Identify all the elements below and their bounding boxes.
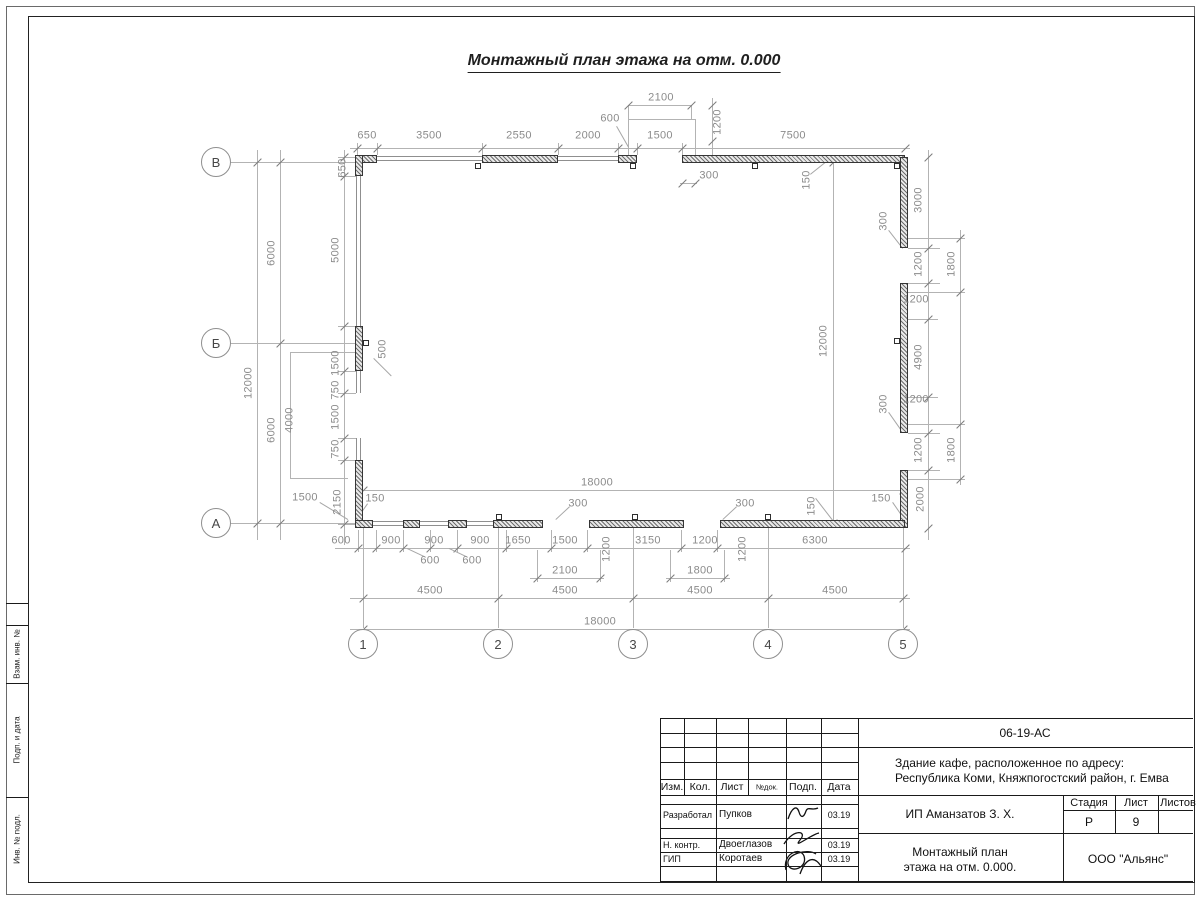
dimension-label: 650 xyxy=(336,158,349,178)
dimension-label: 4500 xyxy=(552,584,578,597)
dimension-label: 1500 xyxy=(292,491,318,504)
role-ncontrol: Н. контр. xyxy=(663,840,701,850)
title-block-line xyxy=(716,718,717,881)
axis-col-bubble: 5 xyxy=(888,629,918,659)
page-title: Монтажный план этажа на отм. 0.000 xyxy=(468,52,781,73)
name-gip: Коротаев xyxy=(719,853,763,864)
col-izm: Изм. xyxy=(660,781,684,793)
title-block-line xyxy=(858,718,859,881)
dimension-label: 4500 xyxy=(687,584,713,597)
dimension-label: 1200 xyxy=(903,393,929,406)
role-gip: ГИП xyxy=(663,854,681,864)
sheets-label: Листов xyxy=(1160,797,1196,809)
col-list: Лист xyxy=(720,781,744,793)
axis-row-bubble: В xyxy=(201,147,231,177)
dimension-label: 600 xyxy=(331,534,351,547)
dimension-label: 1500 xyxy=(552,534,578,547)
name-developer: Пупков xyxy=(719,809,752,820)
title-block-line xyxy=(748,718,749,795)
dimension-label: 2000 xyxy=(914,486,927,512)
company-name: ООО "Альянс" xyxy=(1087,852,1169,866)
dimension-label: 500 xyxy=(376,339,389,359)
dimension-label: 1500 xyxy=(647,129,673,142)
dimension-label: 4000 xyxy=(283,407,296,433)
title-block-line xyxy=(1158,795,1159,833)
col-kol: Кол. xyxy=(689,781,711,793)
dimension-label: 3000 xyxy=(912,187,925,213)
dimension-label: 900 xyxy=(381,534,401,547)
dimension-label: 1200 xyxy=(600,536,613,562)
dimension-label: 1800 xyxy=(945,437,958,463)
title-block-line xyxy=(6,683,28,684)
frame-side-label: Инв. № подл. xyxy=(12,814,22,864)
dimension-label: 150 xyxy=(365,492,385,505)
dimension-label: 750 xyxy=(329,439,342,459)
title-block-line xyxy=(858,833,1193,834)
frame-side-label: Взам. инв. № xyxy=(12,629,22,679)
col-data: Дата xyxy=(827,781,851,793)
title-block-line xyxy=(660,852,858,853)
dimension-label: 1200 xyxy=(692,534,718,547)
dimension-label: 600 xyxy=(420,554,440,567)
dimension-label: 18000 xyxy=(583,615,617,628)
col-podp: Подп. xyxy=(789,781,817,793)
title-block-line xyxy=(858,747,1193,748)
dimension-label: 900 xyxy=(470,534,490,547)
dimension-label: 1200 xyxy=(736,536,749,562)
dimension-label: 300 xyxy=(877,394,890,414)
title-block-line xyxy=(1115,795,1116,833)
axis-col-bubble: 1 xyxy=(348,629,378,659)
title-block-line xyxy=(6,603,28,604)
drawing-title-line2: этажа на отм. 0.000. xyxy=(903,860,1017,874)
title-block-line xyxy=(821,718,822,881)
dimension-label: 3150 xyxy=(635,534,661,547)
dimension-label: 6300 xyxy=(802,534,828,547)
title-block-line xyxy=(660,718,661,881)
title-block-line xyxy=(6,625,28,626)
dimension-label: 600 xyxy=(600,112,620,125)
dimension-label: 12000 xyxy=(817,324,830,358)
dimension-label: 2100 xyxy=(648,91,674,104)
dimension-label: 300 xyxy=(699,169,719,182)
dimension-label: 1500 xyxy=(329,350,342,376)
title-block-line xyxy=(660,881,1193,882)
dimension-label: 1800 xyxy=(945,251,958,277)
dimension-label: 650 xyxy=(357,129,377,142)
sheet-label: Лист xyxy=(1124,797,1148,809)
dimension-label: 2550 xyxy=(506,129,532,142)
dimension-label: 1200 xyxy=(912,437,925,463)
role-developer: Разработал xyxy=(663,810,712,820)
dimension-label: 12000 xyxy=(242,366,255,400)
dimension-label: 750 xyxy=(329,380,342,400)
drawing-title-line1: Монтажный план xyxy=(912,845,1008,859)
title-block-line xyxy=(6,797,28,798)
title-block-line xyxy=(660,795,1193,796)
dimension-label: 1200 xyxy=(912,251,925,277)
name-ncontrol: Двоеглазов xyxy=(719,839,773,850)
title-block-line xyxy=(684,718,685,795)
dimension-label: 18000 xyxy=(580,476,614,489)
dimension-label: 4900 xyxy=(912,344,925,370)
title-block-line xyxy=(660,718,1193,719)
dimension-label: 900 xyxy=(424,534,444,547)
date-developer: 03.19 xyxy=(827,810,851,820)
dimension-label: 1650 xyxy=(505,534,531,547)
axis-col-bubble: 2 xyxy=(483,629,513,659)
dimension-label: 4500 xyxy=(822,584,848,597)
dimension-label: 5000 xyxy=(329,237,342,263)
dimension-label: 6000 xyxy=(265,240,278,266)
dimension-label: 6000 xyxy=(265,417,278,443)
col-ndok: №док. xyxy=(756,782,778,792)
dimension-label: 2150 xyxy=(331,489,344,515)
date-ncontrol: 03.19 xyxy=(827,840,851,850)
axis-col-bubble: 3 xyxy=(618,629,648,659)
title-block-line xyxy=(660,804,858,805)
title-block-line xyxy=(1063,795,1064,881)
axis-col-bubble: 4 xyxy=(753,629,783,659)
dimension-label: 1200 xyxy=(903,293,929,306)
axis-row-bubble: Б xyxy=(201,328,231,358)
title-block-line xyxy=(660,762,858,763)
stage-label: Стадия xyxy=(1070,797,1108,809)
title-block-line xyxy=(660,838,858,839)
dimension-label: 600 xyxy=(462,554,482,567)
dimension-label: 2000 xyxy=(575,129,601,142)
dimension-label: 300 xyxy=(877,211,890,231)
title-block-line xyxy=(786,718,787,881)
dimension-label: 4500 xyxy=(417,584,443,597)
dimension-label: 150 xyxy=(805,496,818,516)
title-block-line xyxy=(1063,810,1193,811)
title-block-line xyxy=(660,733,858,734)
dimension-label: 1500 xyxy=(329,404,342,430)
title-block-line xyxy=(660,866,858,867)
dimension-label: 150 xyxy=(871,492,891,505)
sheet-number: 9 xyxy=(1132,815,1140,829)
object-address-line2: Республика Коми, Княжпогостский район, г. Емва xyxy=(895,771,1169,785)
dimension-label: 1800 xyxy=(687,564,713,577)
object-address-line1: Здание кафе, расположенное по адресу: xyxy=(895,756,1125,770)
dimension-label: 300 xyxy=(568,497,588,510)
client-name: ИП Аманзатов З. Х. xyxy=(905,807,1015,821)
signature-developer xyxy=(786,803,820,825)
dimension-label: 150 xyxy=(800,170,813,190)
doc-number: 06-19-АС xyxy=(999,726,1051,740)
dimension-label: 300 xyxy=(735,497,755,510)
date-gip: 03.19 xyxy=(827,854,851,864)
title-block-line xyxy=(660,828,858,829)
title-block-line xyxy=(660,747,858,748)
dimension-label: 2100 xyxy=(552,564,578,577)
stage-value: Р xyxy=(1084,815,1094,829)
frame-side-label: Подп. и дата xyxy=(12,716,22,764)
dimension-label: 3500 xyxy=(416,129,442,142)
title-block-line xyxy=(660,779,858,780)
dimension-label: 1200 xyxy=(711,109,724,135)
dimension-label: 7500 xyxy=(780,129,806,142)
axis-row-bubble: А xyxy=(201,508,231,538)
